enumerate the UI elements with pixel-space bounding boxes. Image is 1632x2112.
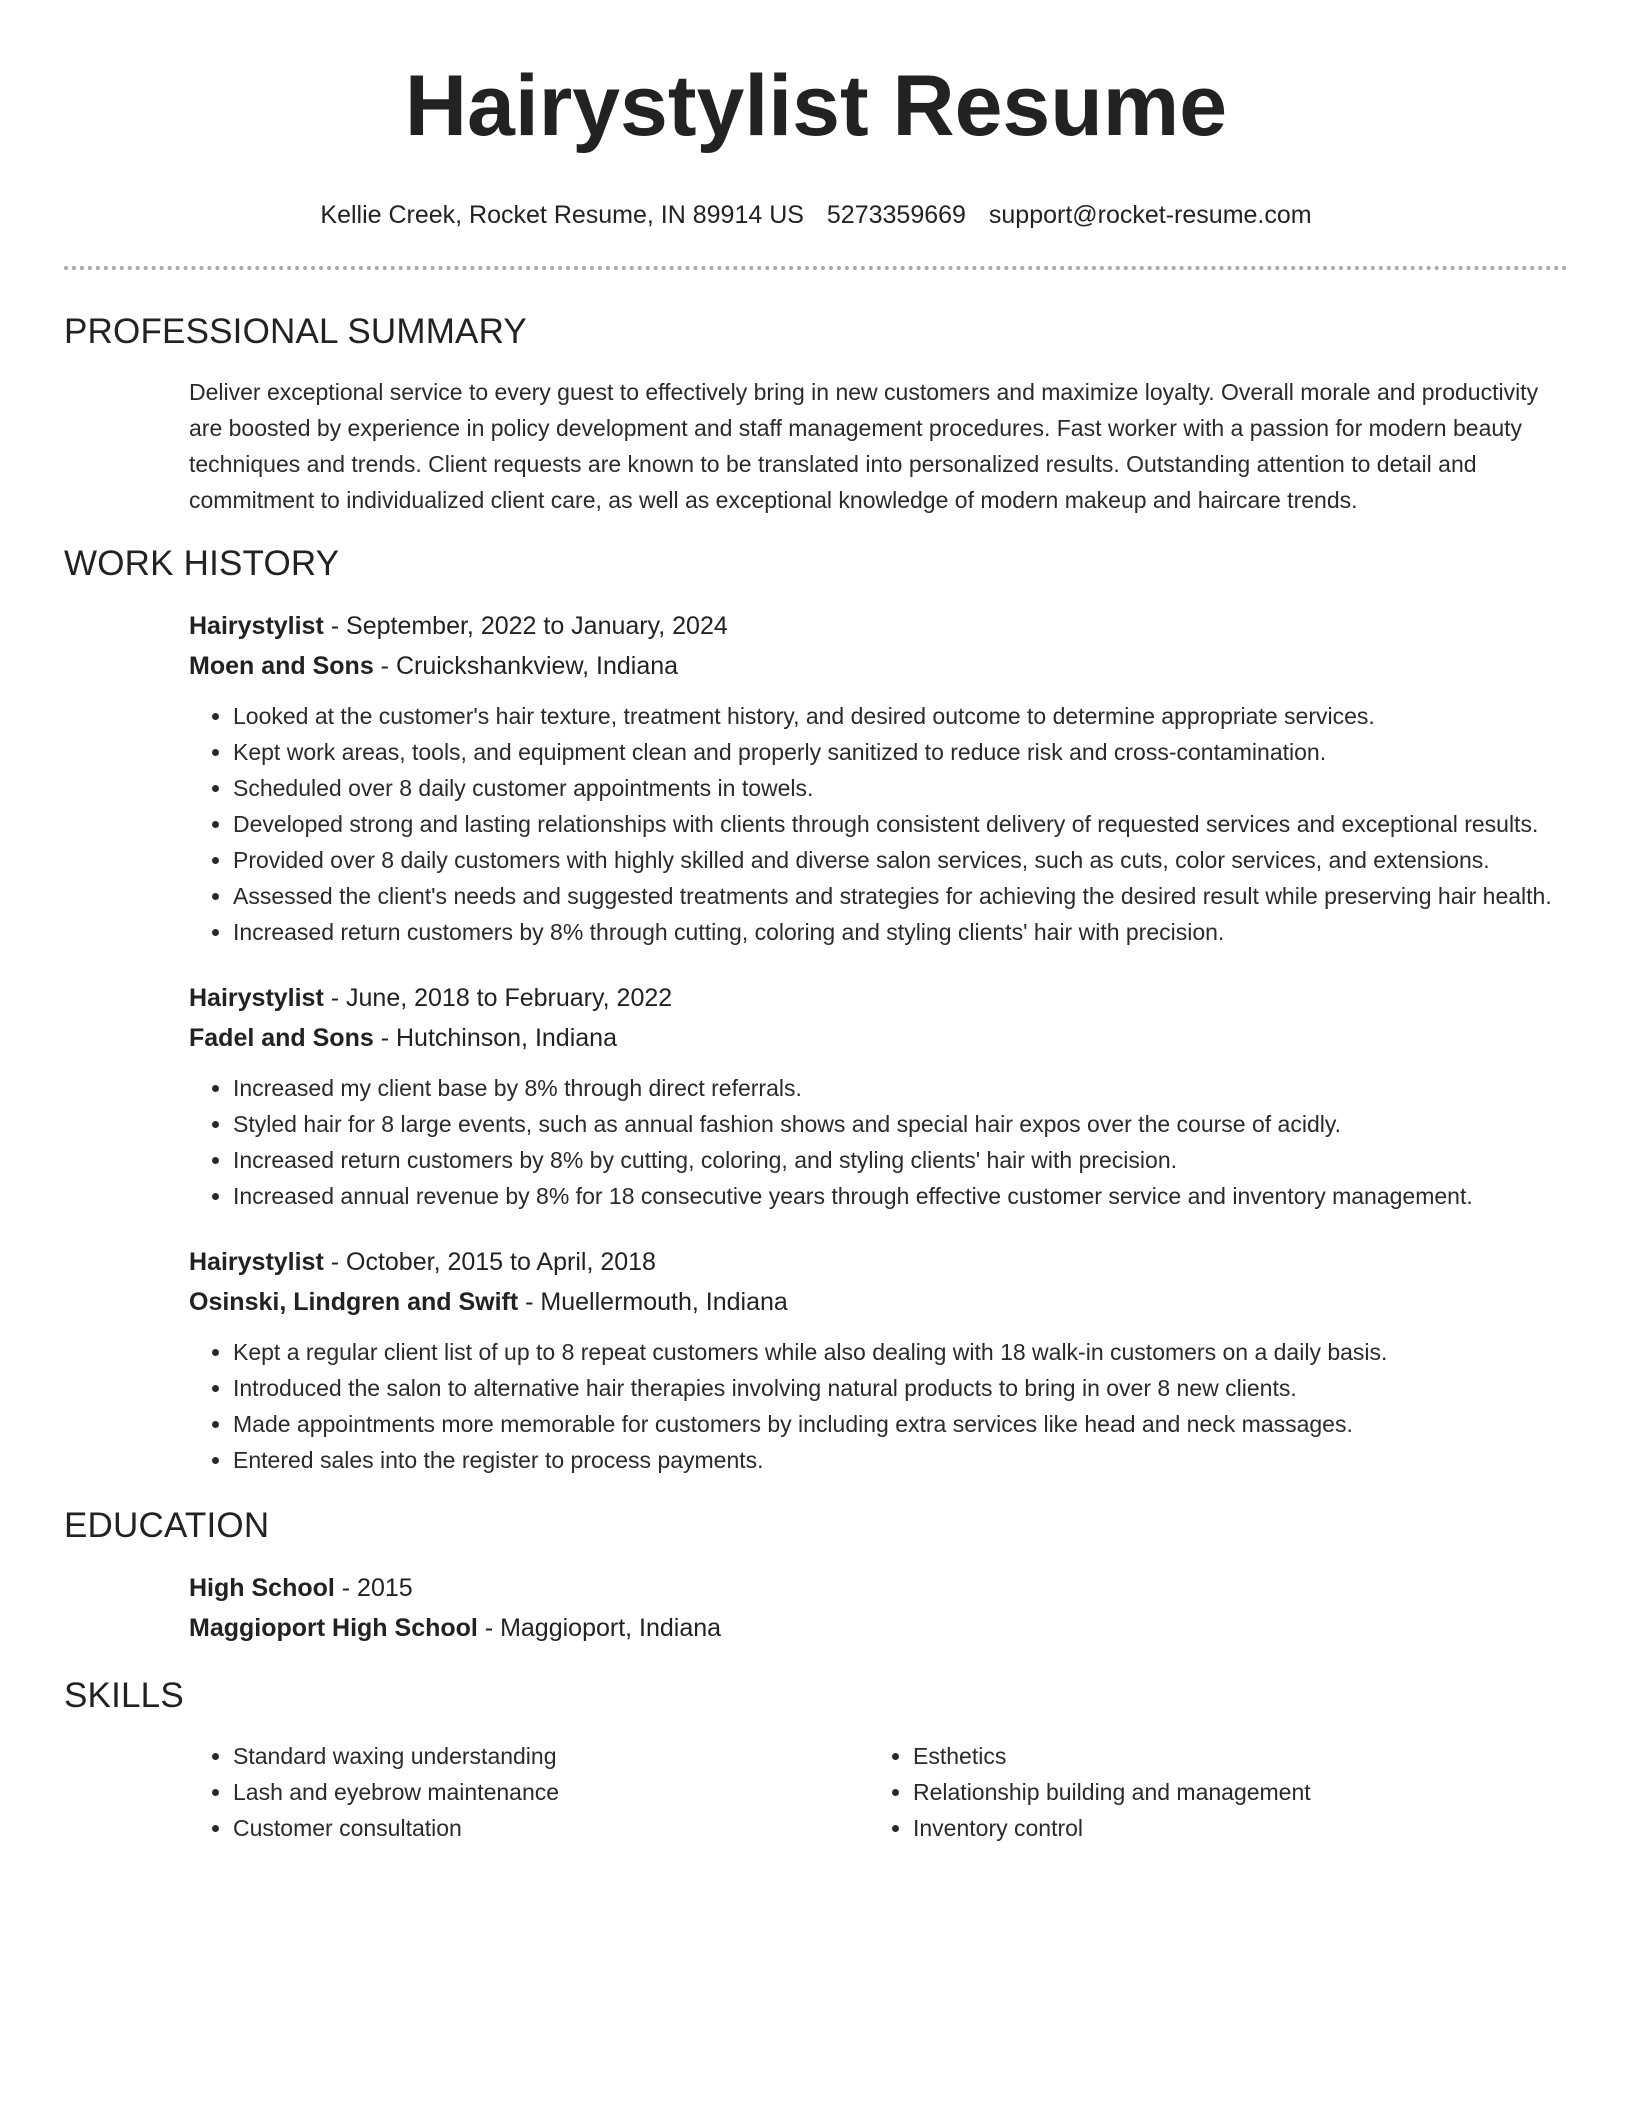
skill-item: • Standard waxing understanding	[233, 1738, 869, 1774]
education-location: - Maggioport, Indiana	[477, 1614, 722, 1642]
job-role-line	[189, 1242, 1568, 1282]
list-item: • Developed strong and lasting relationships with clients through consistent delivery of requested services and exceptional results.	[233, 806, 1568, 842]
job-location: - Cruickshankview, Indiana	[373, 652, 679, 680]
job-company: Moen and Sons	[189, 652, 374, 680]
job-bullets	[189, 698, 1568, 950]
list-item: • Entered sales into the register to process payments.	[233, 1442, 1568, 1478]
job-role: Hairystylist	[189, 1248, 324, 1276]
contact-phone: 5273359669	[826, 201, 966, 229]
page-title: Hairystylist Resume	[404, 58, 1228, 154]
job-company: Fadel and Sons	[189, 1024, 374, 1052]
skill-item: • Customer consultation	[233, 1810, 869, 1846]
list-item: • Styled hair for 8 large events, such as annual fashion shows and special hair expos over the course of acidly.	[233, 1106, 1568, 1142]
contact-line	[0, 200, 1632, 230]
job-entry	[189, 1242, 1568, 1478]
job-bullets	[189, 1070, 1568, 1214]
job-company: Osinski, Lindgren and Swift	[189, 1288, 519, 1316]
job-location: - Hutchinson, Indiana	[373, 1024, 617, 1052]
list-item: • Scheduled over 8 daily customer appointments in towels.	[233, 770, 1568, 806]
list-item: • Made appointments more memorable for customers by including extra services like head and neck massages.	[233, 1406, 1568, 1442]
skills-list-right	[869, 1738, 1549, 1846]
list-item: • Kept a regular client list of up to 8 repeat customers while also dealing with 18 walk-in customers on a daily basis.	[233, 1334, 1568, 1370]
header-divider	[64, 266, 1568, 270]
list-item: • Looked at the customer's hair texture, treatment history, and desired outcome to determine appropriate services.	[233, 698, 1568, 734]
education-year: - 2015	[334, 1574, 413, 1602]
skill-item: • Inventory control	[913, 1810, 1549, 1846]
job-entry	[189, 978, 1568, 1214]
education-school-line	[189, 1608, 1568, 1648]
skill-item: • Esthetics	[913, 1738, 1549, 1774]
section-education	[64, 1506, 1568, 1648]
contact-address: Kellie Creek, Rocket Resume, IN 89914 US	[320, 201, 804, 229]
section-title-skills: SKILLS	[64, 1676, 184, 1715]
contact-email: support@rocket-resume.com	[988, 201, 1312, 229]
skill-item: • Lash and eyebrow maintenance	[233, 1774, 869, 1810]
education-school: Maggioport High School	[189, 1614, 478, 1642]
list-item: • Kept work areas, tools, and equipment clean and properly sanitized to reduce risk and cross-contamination.	[233, 734, 1568, 770]
job-bullets	[189, 1334, 1568, 1478]
section-professional-summary	[64, 312, 1568, 518]
summary-text: Deliver exceptional service to every guest to effectively bring in new customers and maximize loyalty. Overall morale and productivity are boosted by experience in policy development and staff management procedures. Fast worker with a passion for modern beauty techniques and trends. Client requests are known to be translated into personalized results. Outstanding attention to detail and commitment to individualized client care, as well as exceptional knowledge of modern makeup and haircare trends.	[189, 379, 1539, 513]
skills-list-left	[189, 1738, 869, 1846]
job-dates: - October, 2015 to April, 2018	[323, 1248, 656, 1276]
job-company-line	[189, 646, 1568, 686]
list-item: • Increased my client base by 8% through direct referrals.	[233, 1070, 1568, 1106]
education-degree: High School	[189, 1574, 335, 1602]
job-entry	[189, 606, 1568, 950]
job-dates: - June, 2018 to February, 2022	[323, 984, 673, 1012]
list-item: • Provided over 8 daily customers with highly skilled and diverse salon services, such as cuts, color services, and extensions.	[233, 842, 1568, 878]
list-item: • Introduced the salon to alternative hair therapies involving natural products to bring in over 8 new clients.	[233, 1370, 1568, 1406]
resume-header	[0, 0, 1632, 230]
section-skills	[64, 1676, 1568, 1846]
job-dates: - September, 2022 to January, 2024	[323, 612, 728, 640]
job-role-line	[189, 606, 1568, 646]
skill-item: • Relationship building and management	[913, 1774, 1549, 1810]
job-location: - Muellermouth, Indiana	[518, 1288, 788, 1316]
job-role-line	[189, 978, 1568, 1018]
section-title-work: WORK HISTORY	[64, 544, 340, 583]
section-work-history	[64, 544, 1568, 1478]
section-title-education: EDUCATION	[64, 1506, 270, 1545]
job-company-line	[189, 1018, 1568, 1058]
list-item: • Assessed the client's needs and suggested treatments and strategies for achieving the desired result while preserving hair health.	[233, 878, 1568, 914]
list-item: • Increased return customers by 8% through cutting, coloring and styling clients' hair with precision.	[233, 914, 1568, 950]
job-role: Hairystylist	[189, 984, 324, 1012]
job-role: Hairystylist	[189, 612, 324, 640]
job-company-line	[189, 1282, 1568, 1322]
education-degree-line	[189, 1568, 1568, 1608]
list-item: • Increased return customers by 8% by cutting, coloring, and styling clients' hair with precision.	[233, 1142, 1568, 1178]
list-item: • Increased annual revenue by 8% for 18 consecutive years through effective customer service and inventory management.	[233, 1178, 1568, 1214]
section-title-summary: PROFESSIONAL SUMMARY	[64, 312, 527, 351]
